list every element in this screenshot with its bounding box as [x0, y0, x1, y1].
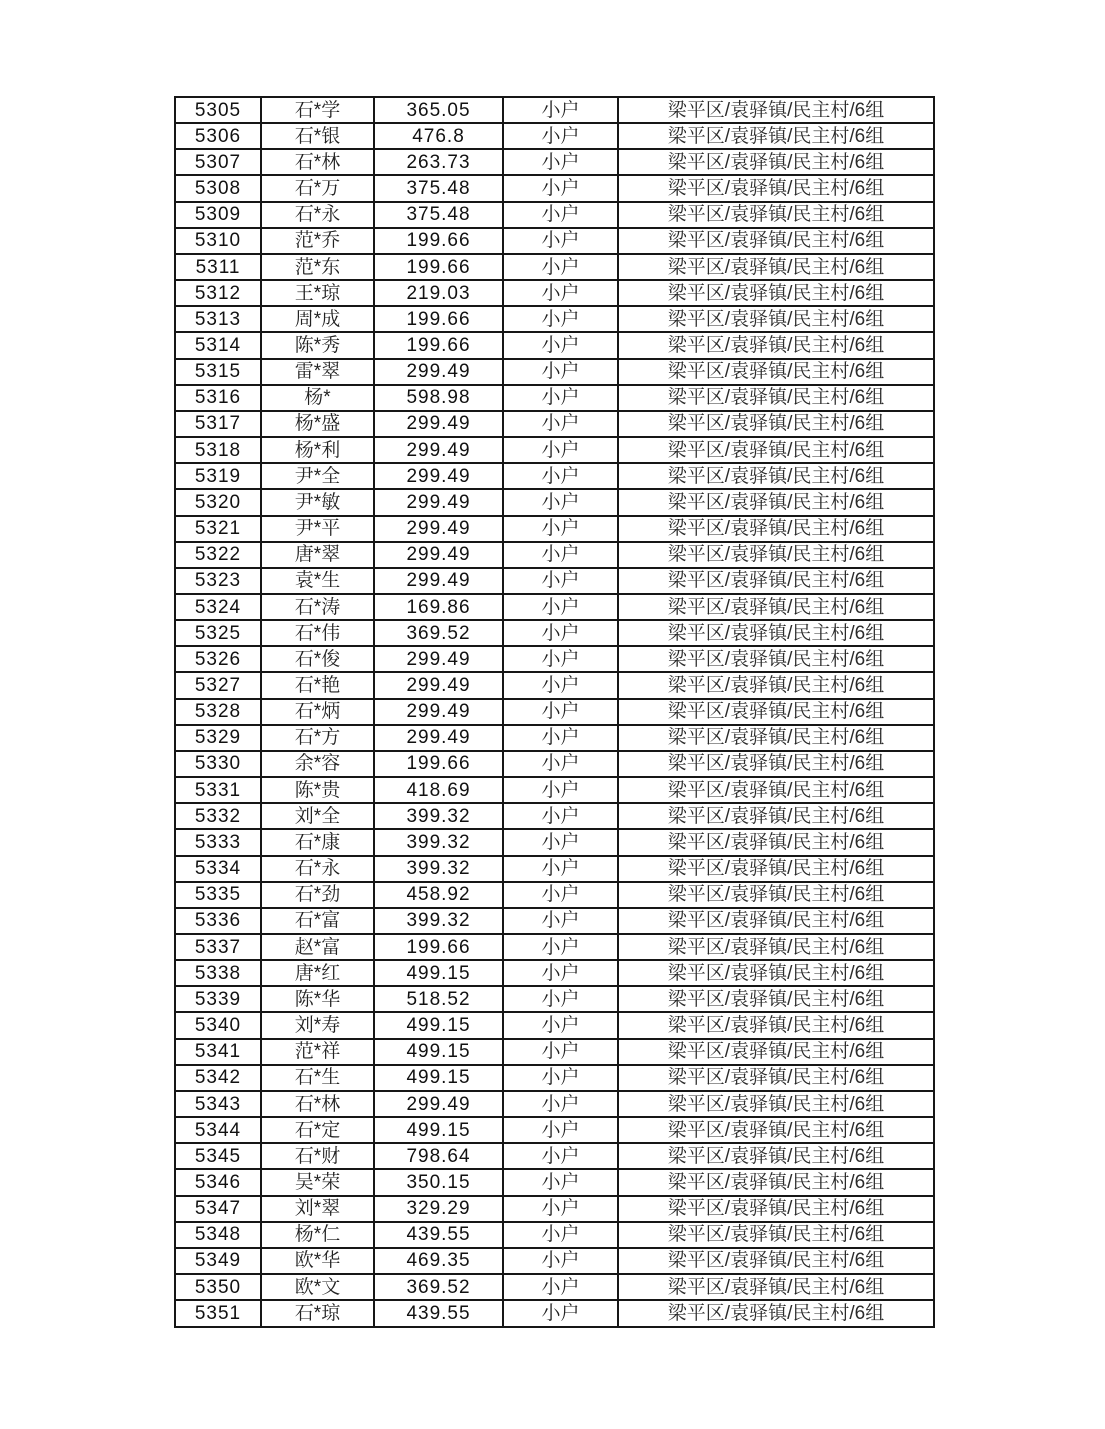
- cell-serial-number: 5308: [175, 175, 261, 201]
- cell-location: 梁平区/袁驿镇/民主村/6组: [618, 594, 934, 620]
- table-row: [175, 149, 934, 175]
- cell-location: 梁平区/袁驿镇/民主村/6组: [618, 1169, 934, 1195]
- cell-amount: 299.49: [374, 489, 503, 515]
- cell-household-type: 小户: [503, 280, 618, 306]
- cell-location: 梁平区/袁驿镇/民主村/6组: [618, 411, 934, 437]
- table-row: [175, 672, 934, 698]
- cell-masked-name: 陈*贵: [261, 777, 374, 803]
- cell-serial-number: 5349: [175, 1248, 261, 1274]
- cell-location: 梁平区/袁驿镇/民主村/6组: [618, 908, 934, 934]
- cell-amount: 798.64: [374, 1143, 503, 1169]
- cell-location: 梁平区/袁驿镇/民主村/6组: [618, 829, 934, 855]
- cell-masked-name: 石*林: [261, 149, 374, 175]
- cell-location: 梁平区/袁驿镇/民主村/6组: [618, 725, 934, 751]
- cell-masked-name: 袁*生: [261, 568, 374, 594]
- cell-amount: 199.66: [374, 332, 503, 358]
- table-row: [175, 228, 934, 254]
- cell-amount: 263.73: [374, 149, 503, 175]
- cell-amount: 375.48: [374, 175, 503, 201]
- cell-masked-name: 余*容: [261, 751, 374, 777]
- table-row: [175, 280, 934, 306]
- table-row: [175, 202, 934, 228]
- cell-amount: 299.49: [374, 411, 503, 437]
- cell-serial-number: 5328: [175, 699, 261, 725]
- cell-amount: 476.8: [374, 123, 503, 149]
- table-row: [175, 646, 934, 672]
- cell-masked-name: 石*康: [261, 829, 374, 855]
- cell-serial-number: 5327: [175, 672, 261, 698]
- cell-household-type: 小户: [503, 332, 618, 358]
- cell-household-type: 小户: [503, 149, 618, 175]
- table-row: [175, 1143, 934, 1169]
- cell-masked-name: 赵*富: [261, 934, 374, 960]
- cell-serial-number: 5311: [175, 254, 261, 280]
- cell-serial-number: 5309: [175, 202, 261, 228]
- cell-serial-number: 5337: [175, 934, 261, 960]
- cell-amount: 299.49: [374, 542, 503, 568]
- cell-household-type: 小户: [503, 829, 618, 855]
- cell-household-type: 小户: [503, 1012, 618, 1038]
- cell-household-type: 小户: [503, 751, 618, 777]
- cell-amount: 458.92: [374, 882, 503, 908]
- cell-location: 梁平区/袁驿镇/民主村/6组: [618, 751, 934, 777]
- cell-location: 梁平区/袁驿镇/民主村/6组: [618, 1065, 934, 1091]
- cell-masked-name: 石*万: [261, 175, 374, 201]
- table-row: [175, 1117, 934, 1143]
- cell-household-type: 小户: [503, 986, 618, 1012]
- cell-location: 梁平区/袁驿镇/民主村/6组: [618, 359, 934, 385]
- cell-location: 梁平区/袁驿镇/民主村/6组: [618, 542, 934, 568]
- cell-amount: 399.32: [374, 908, 503, 934]
- cell-amount: 299.49: [374, 463, 503, 489]
- cell-amount: 199.66: [374, 751, 503, 777]
- cell-serial-number: 5322: [175, 542, 261, 568]
- cell-location: 梁平区/袁驿镇/民主村/6组: [618, 385, 934, 411]
- cell-serial-number: 5307: [175, 149, 261, 175]
- cell-masked-name: 石*琼: [261, 1300, 374, 1327]
- cell-amount: 199.66: [374, 934, 503, 960]
- cell-masked-name: 唐*翠: [261, 542, 374, 568]
- cell-serial-number: 5347: [175, 1196, 261, 1222]
- table-row: [175, 1039, 934, 1065]
- table-row: [175, 1300, 934, 1327]
- table-row: [175, 882, 934, 908]
- cell-household-type: 小户: [503, 306, 618, 332]
- cell-masked-name: 欧*华: [261, 1248, 374, 1274]
- table-row: [175, 699, 934, 725]
- cell-amount: 439.55: [374, 1300, 503, 1327]
- cell-masked-name: 尹*敏: [261, 489, 374, 515]
- cell-amount: 369.52: [374, 620, 503, 646]
- cell-household-type: 小户: [503, 463, 618, 489]
- cell-amount: 499.15: [374, 1065, 503, 1091]
- cell-serial-number: 5340: [175, 1012, 261, 1038]
- table-row: [175, 777, 934, 803]
- cell-serial-number: 5315: [175, 359, 261, 385]
- cell-serial-number: 5334: [175, 856, 261, 882]
- cell-location: 梁平区/袁驿镇/民主村/6组: [618, 699, 934, 725]
- table-row: [175, 960, 934, 986]
- table-row: [175, 1169, 934, 1195]
- cell-household-type: 小户: [503, 960, 618, 986]
- table-row: [175, 803, 934, 829]
- cell-serial-number: 5313: [175, 306, 261, 332]
- cell-masked-name: 石*永: [261, 856, 374, 882]
- cell-amount: 169.86: [374, 594, 503, 620]
- cell-location: 梁平区/袁驿镇/民主村/6组: [618, 1039, 934, 1065]
- cell-masked-name: 吴*荣: [261, 1169, 374, 1195]
- cell-amount: 199.66: [374, 254, 503, 280]
- cell-location: 梁平区/袁驿镇/民主村/6组: [618, 123, 934, 149]
- cell-location: 梁平区/袁驿镇/民主村/6组: [618, 803, 934, 829]
- table-row: [175, 175, 934, 201]
- cell-amount: 399.32: [374, 856, 503, 882]
- cell-household-type: 小户: [503, 254, 618, 280]
- cell-masked-name: 石*艳: [261, 672, 374, 698]
- cell-amount: 199.66: [374, 228, 503, 254]
- table-row: [175, 908, 934, 934]
- cell-amount: 499.15: [374, 1039, 503, 1065]
- cell-location: 梁平区/袁驿镇/民主村/6组: [618, 280, 934, 306]
- cell-masked-name: 石*定: [261, 1117, 374, 1143]
- cell-location: 梁平区/袁驿镇/民主村/6组: [618, 1143, 934, 1169]
- cell-masked-name: 周*成: [261, 306, 374, 332]
- cell-household-type: 小户: [503, 568, 618, 594]
- cell-amount: 369.52: [374, 1274, 503, 1300]
- cell-location: 梁平区/袁驿镇/民主村/6组: [618, 463, 934, 489]
- cell-amount: 399.32: [374, 803, 503, 829]
- cell-amount: 375.48: [374, 202, 503, 228]
- cell-household-type: 小户: [503, 516, 618, 542]
- cell-amount: 439.55: [374, 1222, 503, 1248]
- cell-household-type: 小户: [503, 1169, 618, 1195]
- cell-serial-number: 5330: [175, 751, 261, 777]
- cell-location: 梁平区/袁驿镇/民主村/6组: [618, 516, 934, 542]
- cell-household-type: 小户: [503, 175, 618, 201]
- table-row: [175, 516, 934, 542]
- cell-household-type: 小户: [503, 1300, 618, 1327]
- table-row: [175, 97, 934, 123]
- cell-serial-number: 5317: [175, 411, 261, 437]
- table-row: [175, 359, 934, 385]
- cell-household-type: 小户: [503, 908, 618, 934]
- cell-amount: 299.49: [374, 359, 503, 385]
- table-row: [175, 1012, 934, 1038]
- cell-location: 梁平区/袁驿镇/民主村/6组: [618, 672, 934, 698]
- cell-household-type: 小户: [503, 411, 618, 437]
- cell-location: 梁平区/袁驿镇/民主村/6组: [618, 960, 934, 986]
- cell-amount: 299.49: [374, 437, 503, 463]
- table-row: [175, 463, 934, 489]
- cell-amount: 299.49: [374, 699, 503, 725]
- cell-masked-name: 石*炳: [261, 699, 374, 725]
- cell-serial-number: 5306: [175, 123, 261, 149]
- table-row: [175, 542, 934, 568]
- cell-amount: 299.49: [374, 725, 503, 751]
- cell-serial-number: 5318: [175, 437, 261, 463]
- table-row: [175, 1091, 934, 1117]
- cell-amount: 199.66: [374, 306, 503, 332]
- cell-masked-name: 石*银: [261, 123, 374, 149]
- table-row: [175, 123, 934, 149]
- cell-serial-number: 5314: [175, 332, 261, 358]
- cell-household-type: 小户: [503, 1117, 618, 1143]
- cell-serial-number: 5325: [175, 620, 261, 646]
- cell-location: 梁平区/袁驿镇/民主村/6组: [618, 986, 934, 1012]
- cell-serial-number: 5341: [175, 1039, 261, 1065]
- cell-location: 梁平区/袁驿镇/民主村/6组: [618, 97, 934, 123]
- cell-masked-name: 石*财: [261, 1143, 374, 1169]
- table-row: [175, 1274, 934, 1300]
- cell-amount: 299.49: [374, 568, 503, 594]
- cell-location: 梁平区/袁驿镇/民主村/6组: [618, 1012, 934, 1038]
- cell-household-type: 小户: [503, 803, 618, 829]
- cell-masked-name: 石*富: [261, 908, 374, 934]
- cell-household-type: 小户: [503, 437, 618, 463]
- table-row: [175, 986, 934, 1012]
- cell-masked-name: 尹*全: [261, 463, 374, 489]
- cell-serial-number: 5319: [175, 463, 261, 489]
- cell-masked-name: 石*永: [261, 202, 374, 228]
- cell-household-type: 小户: [503, 672, 618, 698]
- cell-masked-name: 石*涛: [261, 594, 374, 620]
- cell-location: 梁平区/袁驿镇/民主村/6组: [618, 254, 934, 280]
- cell-masked-name: 王*琼: [261, 280, 374, 306]
- cell-masked-name: 杨*利: [261, 437, 374, 463]
- cell-masked-name: 杨*: [261, 385, 374, 411]
- beneficiary-table: [174, 96, 935, 1328]
- cell-amount: 499.15: [374, 960, 503, 986]
- table-row: [175, 620, 934, 646]
- table-row: [175, 332, 934, 358]
- cell-household-type: 小户: [503, 699, 618, 725]
- cell-amount: 329.29: [374, 1196, 503, 1222]
- table-row: [175, 1065, 934, 1091]
- cell-serial-number: 5324: [175, 594, 261, 620]
- cell-serial-number: 5323: [175, 568, 261, 594]
- cell-location: 梁平区/袁驿镇/民主村/6组: [618, 568, 934, 594]
- cell-household-type: 小户: [503, 1222, 618, 1248]
- cell-serial-number: 5348: [175, 1222, 261, 1248]
- cell-masked-name: 尹*平: [261, 516, 374, 542]
- cell-household-type: 小户: [503, 1248, 618, 1274]
- cell-serial-number: 5335: [175, 882, 261, 908]
- cell-serial-number: 5345: [175, 1143, 261, 1169]
- cell-location: 梁平区/袁驿镇/民主村/6组: [618, 777, 934, 803]
- table-row: [175, 725, 934, 751]
- cell-location: 梁平区/袁驿镇/民主村/6组: [618, 1196, 934, 1222]
- cell-serial-number: 5326: [175, 646, 261, 672]
- cell-amount: 365.05: [374, 97, 503, 123]
- cell-serial-number: 5310: [175, 228, 261, 254]
- cell-serial-number: 5351: [175, 1300, 261, 1327]
- cell-amount: 299.49: [374, 672, 503, 698]
- cell-household-type: 小户: [503, 202, 618, 228]
- cell-location: 梁平区/袁驿镇/民主村/6组: [618, 1091, 934, 1117]
- cell-masked-name: 范*乔: [261, 228, 374, 254]
- cell-location: 梁平区/袁驿镇/民主村/6组: [618, 202, 934, 228]
- cell-masked-name: 石*劲: [261, 882, 374, 908]
- cell-household-type: 小户: [503, 123, 618, 149]
- table-row: [175, 489, 934, 515]
- cell-location: 梁平区/袁驿镇/民主村/6组: [618, 306, 934, 332]
- cell-masked-name: 石*方: [261, 725, 374, 751]
- cell-masked-name: 欧*文: [261, 1274, 374, 1300]
- cell-masked-name: 杨*仁: [261, 1222, 374, 1248]
- cell-serial-number: 5344: [175, 1117, 261, 1143]
- table-row: [175, 934, 934, 960]
- cell-masked-name: 陈*秀: [261, 332, 374, 358]
- cell-amount: 499.15: [374, 1117, 503, 1143]
- cell-location: 梁平区/袁驿镇/民主村/6组: [618, 228, 934, 254]
- cell-household-type: 小户: [503, 1143, 618, 1169]
- cell-household-type: 小户: [503, 725, 618, 751]
- table-row: [175, 751, 934, 777]
- cell-amount: 299.49: [374, 646, 503, 672]
- cell-masked-name: 唐*红: [261, 960, 374, 986]
- cell-masked-name: 石*伟: [261, 620, 374, 646]
- cell-household-type: 小户: [503, 1196, 618, 1222]
- cell-household-type: 小户: [503, 646, 618, 672]
- cell-household-type: 小户: [503, 856, 618, 882]
- cell-location: 梁平区/袁驿镇/民主村/6组: [618, 934, 934, 960]
- cell-location: 梁平区/袁驿镇/民主村/6组: [618, 1117, 934, 1143]
- cell-location: 梁平区/袁驿镇/民主村/6组: [618, 175, 934, 201]
- cell-masked-name: 石*生: [261, 1065, 374, 1091]
- cell-serial-number: 5329: [175, 725, 261, 751]
- cell-household-type: 小户: [503, 620, 618, 646]
- cell-location: 梁平区/袁驿镇/民主村/6组: [618, 1274, 934, 1300]
- cell-amount: 518.52: [374, 986, 503, 1012]
- table-row: [175, 437, 934, 463]
- cell-masked-name: 雷*翠: [261, 359, 374, 385]
- cell-serial-number: 5350: [175, 1274, 261, 1300]
- cell-serial-number: 5332: [175, 803, 261, 829]
- cell-serial-number: 5333: [175, 829, 261, 855]
- cell-serial-number: 5331: [175, 777, 261, 803]
- cell-household-type: 小户: [503, 1091, 618, 1117]
- table-row: [175, 829, 934, 855]
- cell-amount: 219.03: [374, 280, 503, 306]
- cell-location: 梁平区/袁驿镇/民主村/6组: [618, 489, 934, 515]
- cell-household-type: 小户: [503, 228, 618, 254]
- cell-household-type: 小户: [503, 1065, 618, 1091]
- cell-household-type: 小户: [503, 934, 618, 960]
- cell-serial-number: 5343: [175, 1091, 261, 1117]
- cell-location: 梁平区/袁驿镇/民主村/6组: [618, 882, 934, 908]
- cell-masked-name: 陈*华: [261, 986, 374, 1012]
- table-row: [175, 1222, 934, 1248]
- cell-location: 梁平区/袁驿镇/民主村/6组: [618, 1248, 934, 1274]
- cell-location: 梁平区/袁驿镇/民主村/6组: [618, 856, 934, 882]
- cell-masked-name: 刘*翠: [261, 1196, 374, 1222]
- cell-serial-number: 5305: [175, 97, 261, 123]
- cell-household-type: 小户: [503, 489, 618, 515]
- cell-serial-number: 5336: [175, 908, 261, 934]
- table-row: [175, 1248, 934, 1274]
- table-row: [175, 1196, 934, 1222]
- cell-amount: 350.15: [374, 1169, 503, 1195]
- cell-masked-name: 刘*全: [261, 803, 374, 829]
- cell-masked-name: 范*东: [261, 254, 374, 280]
- cell-amount: 418.69: [374, 777, 503, 803]
- table-row: [175, 856, 934, 882]
- cell-household-type: 小户: [503, 1039, 618, 1065]
- cell-serial-number: 5316: [175, 385, 261, 411]
- cell-serial-number: 5339: [175, 986, 261, 1012]
- cell-location: 梁平区/袁驿镇/民主村/6组: [618, 332, 934, 358]
- cell-household-type: 小户: [503, 97, 618, 123]
- cell-serial-number: 5342: [175, 1065, 261, 1091]
- cell-serial-number: 5321: [175, 516, 261, 542]
- cell-household-type: 小户: [503, 777, 618, 803]
- cell-serial-number: 5338: [175, 960, 261, 986]
- cell-amount: 499.15: [374, 1012, 503, 1038]
- cell-amount: 598.98: [374, 385, 503, 411]
- cell-masked-name: 杨*盛: [261, 411, 374, 437]
- cell-household-type: 小户: [503, 359, 618, 385]
- cell-masked-name: 石*俊: [261, 646, 374, 672]
- cell-location: 梁平区/袁驿镇/民主村/6组: [618, 1222, 934, 1248]
- cell-amount: 399.32: [374, 829, 503, 855]
- cell-masked-name: 石*学: [261, 97, 374, 123]
- cell-masked-name: 范*祥: [261, 1039, 374, 1065]
- cell-serial-number: 5346: [175, 1169, 261, 1195]
- cell-household-type: 小户: [503, 385, 618, 411]
- cell-location: 梁平区/袁驿镇/民主村/6组: [618, 620, 934, 646]
- cell-location: 梁平区/袁驿镇/民主村/6组: [618, 149, 934, 175]
- cell-household-type: 小户: [503, 1274, 618, 1300]
- cell-household-type: 小户: [503, 594, 618, 620]
- table-row: [175, 411, 934, 437]
- cell-location: 梁平区/袁驿镇/民主村/6组: [618, 646, 934, 672]
- cell-amount: 299.49: [374, 516, 503, 542]
- table-row: [175, 306, 934, 332]
- cell-amount: 469.35: [374, 1248, 503, 1274]
- table-row: [175, 385, 934, 411]
- cell-serial-number: 5312: [175, 280, 261, 306]
- table-row: [175, 568, 934, 594]
- cell-location: 梁平区/袁驿镇/民主村/6组: [618, 1300, 934, 1327]
- cell-masked-name: 石*林: [261, 1091, 374, 1117]
- table-row: [175, 254, 934, 280]
- cell-amount: 299.49: [374, 1091, 503, 1117]
- table-row: [175, 594, 934, 620]
- cell-household-type: 小户: [503, 542, 618, 568]
- cell-location: 梁平区/袁驿镇/民主村/6组: [618, 437, 934, 463]
- cell-masked-name: 刘*寿: [261, 1012, 374, 1038]
- cell-household-type: 小户: [503, 882, 618, 908]
- table-body: [175, 97, 934, 1327]
- cell-serial-number: 5320: [175, 489, 261, 515]
